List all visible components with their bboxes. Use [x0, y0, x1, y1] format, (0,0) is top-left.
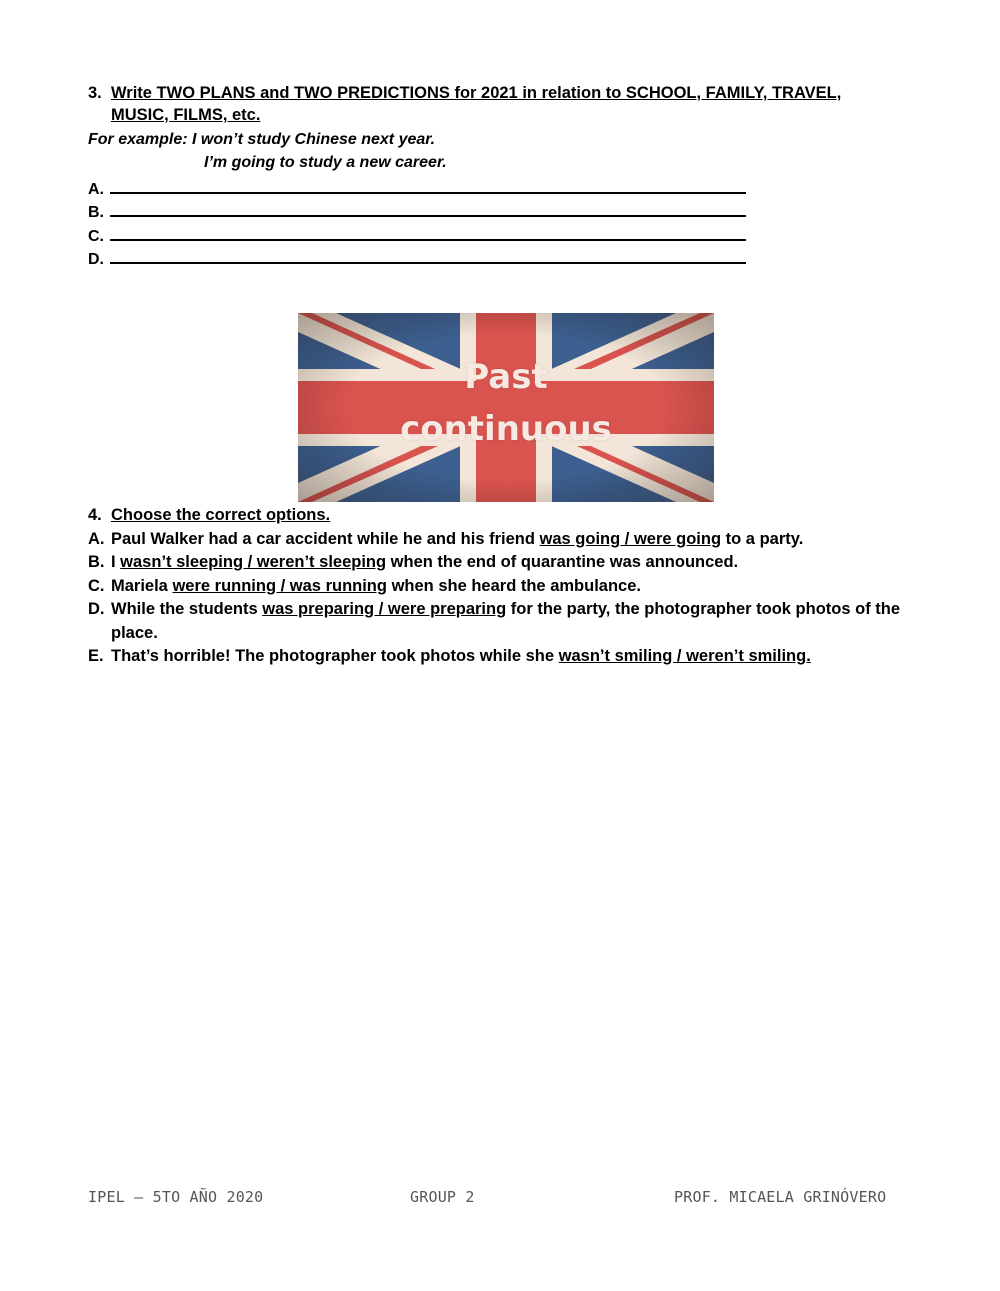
item-text	[111, 528, 803, 552]
footer-right: PROF. MICAELA GRINÓVERO	[674, 1188, 887, 1206]
item-text-after: to a party.	[721, 529, 804, 548]
answer-letter: D.	[88, 251, 104, 268]
list-item	[88, 528, 938, 552]
answer-line[interactable]	[110, 203, 746, 217]
list-item	[88, 575, 938, 599]
example-line-1: For example: I won’t study Chinese next year.	[88, 131, 436, 148]
footer-left: IPEL – 5TO AÑO 2020	[88, 1188, 264, 1206]
item-letter: B.	[88, 553, 105, 571]
question-3-title-cont: MUSIC, FILMS, etc.	[111, 106, 261, 124]
question-3-title: Write TWO PLANS and TWO PREDICTIONS for 2021 in relation to SCHOOL, FAMILY, TRAVEL,	[111, 84, 842, 102]
union-jack-flag-image	[298, 313, 714, 502]
item-text	[111, 598, 938, 645]
answer-options[interactable]: was preparing / were preparing	[262, 600, 507, 618]
question-3	[88, 82, 918, 126]
item-text-before: While the students	[111, 600, 263, 618]
item-letter: A.	[88, 529, 105, 548]
answer-row-b	[88, 199, 746, 223]
item-letter: D.	[88, 600, 105, 618]
answer-options[interactable]: was going / were going	[539, 529, 722, 548]
list-item	[88, 598, 938, 645]
item-text-after: when she heard the ambulance.	[386, 576, 641, 595]
item-letter: C.	[88, 576, 105, 595]
question-4	[88, 504, 938, 669]
answer-row-d	[88, 246, 746, 270]
banner-title-line-2: continuous	[400, 409, 612, 449]
footer-center: GROUP 2	[410, 1188, 475, 1206]
answer-row-a	[88, 175, 746, 199]
answer-row-c	[88, 222, 746, 246]
question-4-heading	[88, 504, 938, 528]
answer-options[interactable]: wasn’t smiling / weren’t smiling.	[558, 647, 811, 665]
list-item	[88, 645, 938, 669]
question-4-title: Choose the correct options.	[111, 506, 331, 524]
answer-options[interactable]: were running / was running	[172, 576, 387, 595]
answer-letter: B.	[88, 204, 104, 221]
item-text	[111, 551, 738, 575]
answer-blanks	[88, 175, 746, 269]
question-number: 3.	[88, 84, 102, 102]
item-text-before: I	[111, 553, 121, 571]
item-text-after: for the party, the photographer took photos of the place.	[111, 600, 901, 642]
example-text	[88, 128, 447, 174]
item-text	[111, 575, 641, 599]
item-text	[111, 645, 811, 669]
answer-line[interactable]	[110, 227, 746, 241]
item-text-before: Mariela	[111, 576, 173, 595]
example-line-2: I’m going to study a new career.	[204, 154, 447, 171]
question-number: 4.	[88, 506, 102, 524]
banner-title-line-1: Past	[464, 357, 548, 397]
answer-options[interactable]: wasn’t sleeping / weren’t sleeping	[120, 553, 387, 571]
past-continuous-banner	[298, 313, 714, 502]
answer-line[interactable]	[110, 180, 746, 194]
list-item	[88, 551, 938, 575]
answer-line[interactable]	[110, 250, 746, 264]
answer-letter: A.	[88, 180, 104, 198]
item-text-before: That’s horrible! The photographer took photos while she	[111, 647, 559, 665]
answer-letter: C.	[88, 227, 104, 245]
item-text-after: when the end of quarantine was announced.	[386, 553, 739, 571]
item-letter: E.	[88, 647, 104, 665]
item-text-before: Paul Walker had a car accident while he and his friend	[111, 529, 540, 548]
